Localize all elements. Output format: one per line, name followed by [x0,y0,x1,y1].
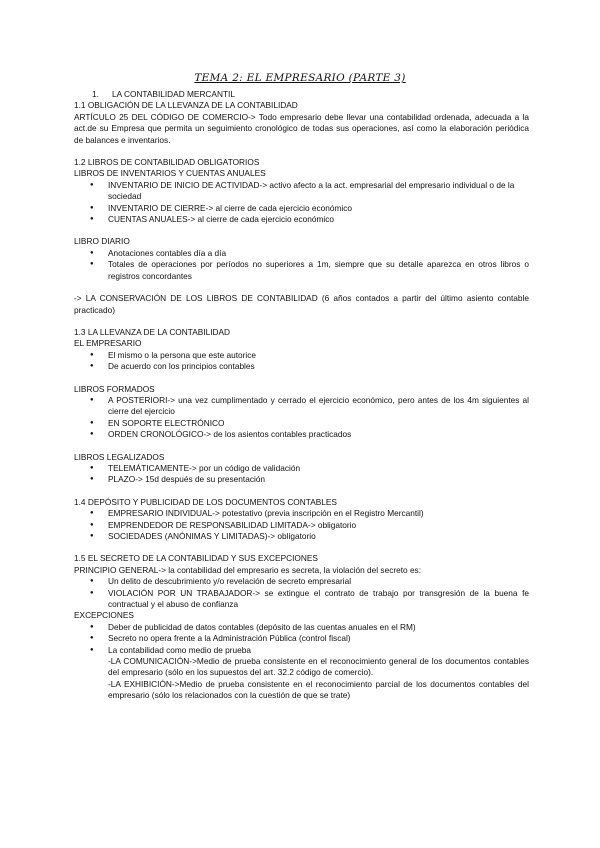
document-title: TEMA 2: EL EMPRESARIO (PARTE 3) [194,72,406,84]
list-item: ● Anotaciones contables día a día [74,248,529,259]
s12-list [74,180,529,226]
libros-formados-list [74,395,529,441]
list-item: ● CUENTAS ANUALES-> al cierre de cada ejercicio económico [74,214,529,225]
excepciones-list [74,622,529,702]
libros-formados-heading: LIBROS FORMADOS [74,383,155,394]
list-item: ● A POSTERIORI-> una vez cumplimentado y cerrado el ejercicio económico, pero antes de los 4m siguientes al cierre del ejercicio [74,395,529,418]
s14-list [74,508,529,542]
libros-legalizados-list [74,463,529,486]
libros-legalizados-heading: LIBROS LEGALIZADOS [74,451,165,462]
list-item: ● PLAZO-> 15d después de su presentación [74,474,529,485]
list-item: ● Deber de publicidad de datos contables (depósito de las cuentas anuales en el RM) [74,622,529,633]
list-item: ● TELEMÁTICAMENTE-> por un código de validación [74,463,529,474]
s13-subheading: EL EMPRESARIO [74,338,142,349]
principio-general: PRINCIPIO GENERAL-> la contabilidad del empresario es secreta, la violación del secreto es: [74,564,422,575]
document-body [74,89,529,702]
s12-heading: 1.2 LIBROS DE CONTABILIDAD OBLIGATORIOS [74,157,260,168]
section-title: LA CONTABILIDAD MERCANTIL [112,89,235,99]
list-item: ● SOCIEDADES (ANÓNIMAS Y LIMITADAS)-> obligatorio [74,531,529,542]
list-item: ● De acuerdo con los principios contables [74,361,529,372]
exhibicion-item: -LA EXHIBICIÓN->Medio de prueba consistente en el reconocimiento parcial de los documentos contables del empresario (sólo los relacionados con la cuestión de que se trate) [108,678,529,701]
s11-paragraph: ARTÍCULO 25 DEL CÓDIGO DE COMERCIO-> Todo empresario debe llevar una contabilidad ordenada, adecuada a la act.de su Empresa que permita un seguimiento cronológico de todas sus operaciones, así como la elaboración periódica de balances e inventarios. [74,111,529,145]
s14-heading: 1.4 DEPÓSITO Y PUBLICIDAD DE LOS DOCUMENTOS CONTABLES [74,496,337,507]
comunicacion-item: -LA COMUNICACIÓN->Medio de prueba consistente en el reconocimiento general de los documentos contables del empresario (sólo en los supuestos del art. 32.2 código de comercio). [108,656,529,678]
list-item: ● El mismo o la persona que este autorice [74,350,529,361]
list-item: ● ORDEN CRONOLÓGICO-> de los asientos contables practicados [74,429,529,440]
libro-diario-list [74,248,529,282]
s13-list [74,350,529,373]
section-1-heading [74,89,529,100]
libro-diario-heading: LIBRO DIARIO [74,236,130,247]
s11-heading: 1.1 OBLIGACIÓN DE LA LLEVANZA DE LA CONTABILIDAD [74,100,298,111]
list-item: ● Un delito de descubrimiento y/o revelación de secreto empresarial [74,576,529,587]
list-item: ● EN SOPORTE ELECTRÓNICO [74,418,529,429]
list-item: ● EMPRESARIO INDIVIDUAL-> potestativo (previa inscripción en el Registro Mercantil) [74,508,529,519]
conservacion-note: -> LA CONSERVACIÓN DE LOS LIBROS DE CONTABILIDAD (6 años contados a partir del último asiento contable practicado) [74,293,529,315]
excepciones-heading: EXCEPCIONES [74,610,134,621]
list-item: ● La contabilidad como medio de prueba [74,645,529,656]
s13-heading: 1.3 LA LLEVANZA DE LA CONTABILIDAD [74,326,231,337]
s15-heading: 1.5 EL SECRETO DE LA CONTABILIDAD Y SUS EXCEPCIONES [74,553,318,564]
list-item: ● Totales de operaciones por períodos no superiores a 1m, siempre que su detalle aparezca en otros libros o registros concordantes [74,259,529,282]
list-item: ● Secreto no opera frente a la Administración Pública (control fiscal) [74,633,529,644]
s15-list [74,576,529,610]
list-item: ● INVENTARIO DE INICIO DE ACTIVIDAD-> activo afecto a la act. empresarial del empresario individual o de la sociedad [74,180,529,203]
s12-subheading: LIBROS DE INVENTARIOS Y CUENTAS ANUALES [74,168,266,179]
list-item: ● VIOLACIÓN POR UN TRABAJADOR-> se extingue el contrato de trabajo por transgresión de la buena fe contractual y el abuso de confianza [74,588,529,611]
section-number: 1. [92,89,99,99]
list-item: ● INVENTARIO DE CIERRE-> al cierre de cada ejercicio económico [74,203,529,214]
list-item: ● EMPRENDEDOR DE RESPONSABILIDAD LIMITADA-> obligatorio [74,520,529,531]
